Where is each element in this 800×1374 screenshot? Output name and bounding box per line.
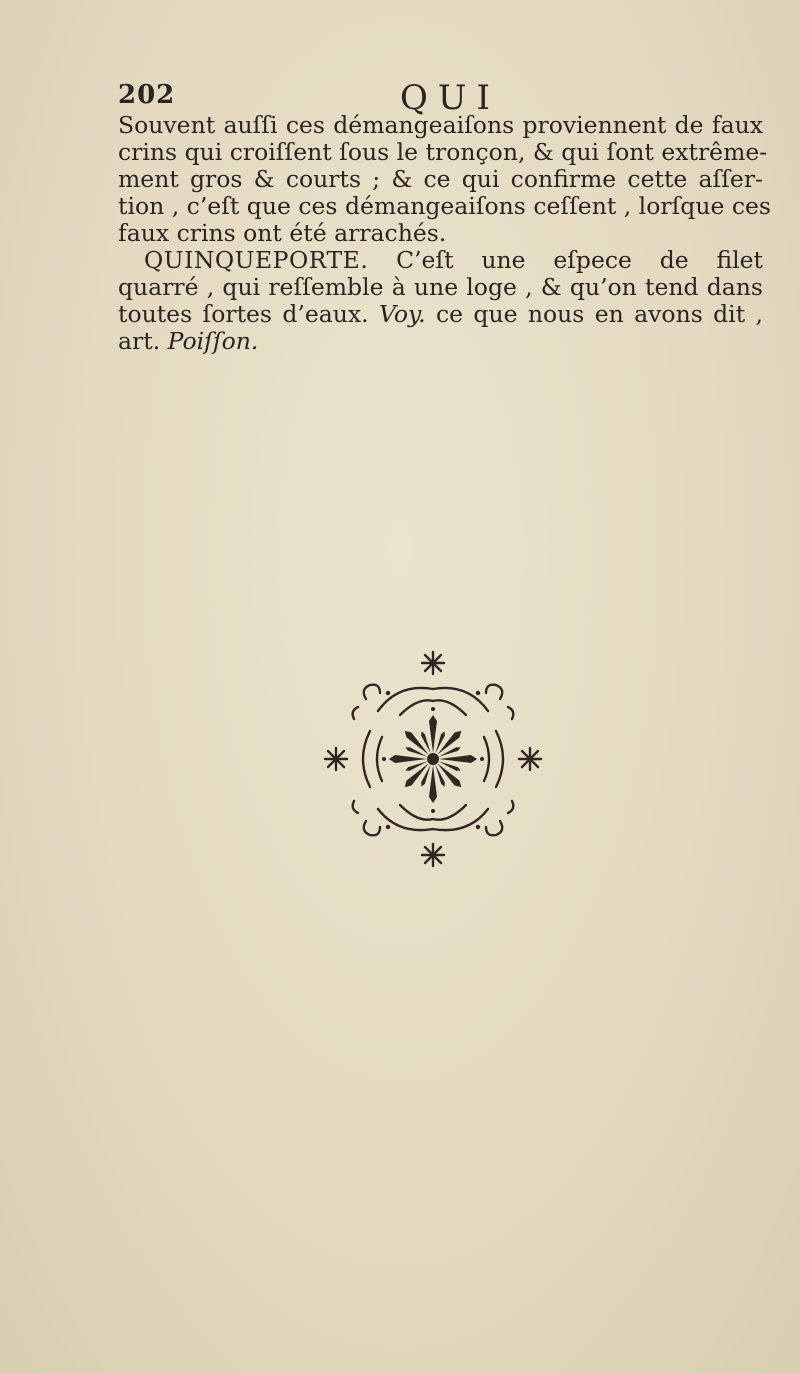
entry-headword: QUINQUEPORTE. [144,246,369,274]
fleuron-ornament [318,645,548,875]
cross-reference: Voy. [379,300,426,328]
text-line [118,328,763,355]
star-right [519,748,541,770]
text-span: ce que nous en avons dit , [436,300,763,328]
cross-reference-target: Poiſſon. [167,327,259,355]
text-line: faux crins ont été arrachés. [118,219,447,247]
text-line: ment gros & courts ; & ce qui confirme cette aſſer- [118,165,763,193]
running-head: QUI [400,78,500,118]
main-text [118,111,771,355]
star-left [325,748,347,770]
entry-text: C’eſt une eſpece de filet [396,246,763,274]
text-line: Souvent auſſi ces démangeaiſons proviennent de faux [118,111,763,139]
text-line: crins qui croiſſent ſous le tronçon, & qui ſont extrême- [118,138,768,166]
page-number: 202 [118,80,176,110]
entry-first-line [118,247,763,274]
text-line: tion , c’eſt que ces démangeaiſons ceſſent , lorſque ces [118,192,771,220]
text-span: toutes ſortes d’eaux. [118,300,369,328]
text-line: quarré , qui reſſemble à une loge , & qu’on tend dans [118,273,763,301]
star-bottom [422,844,444,866]
central-rosette [376,702,489,815]
text-line [118,301,763,328]
text-span: art. [118,327,161,355]
star-top [422,652,444,674]
